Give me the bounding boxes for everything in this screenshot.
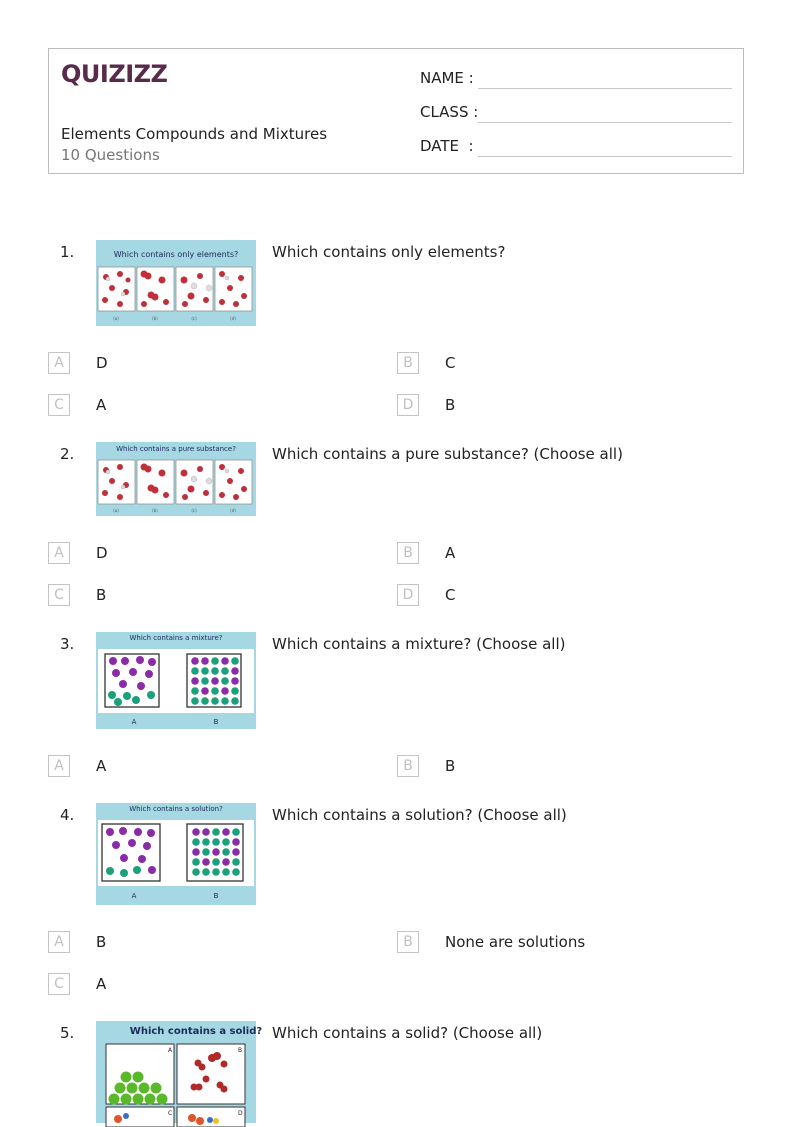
svg-text:Which contains a pure substanc: Which contains a pure substance? xyxy=(116,445,236,453)
question-number: 2. xyxy=(60,445,75,463)
svg-text:Which contains a solution?: Which contains a solution? xyxy=(129,805,223,813)
name-input-line[interactable] xyxy=(478,88,732,89)
worksheet-header xyxy=(48,48,744,174)
option-letter-box[interactable]: B xyxy=(397,542,419,564)
svg-text:(d): (d) xyxy=(230,316,236,321)
svg-text:(a): (a) xyxy=(113,316,119,321)
option-text: B xyxy=(445,757,456,775)
option-letter-box[interactable]: C xyxy=(48,584,70,606)
option-letter-box[interactable]: A xyxy=(48,755,70,777)
option-letter-box[interactable]: B xyxy=(397,931,419,953)
question-text: Which contains a solution? (Choose all) xyxy=(272,806,567,824)
option-text: A xyxy=(96,396,107,414)
option-letter-box[interactable]: D xyxy=(397,394,419,416)
option-text: A xyxy=(445,544,456,562)
option-text: None are solutions xyxy=(445,933,586,951)
option-letter-box[interactable]: B xyxy=(397,352,419,374)
option-text: B xyxy=(445,396,456,414)
option-text: C xyxy=(445,354,456,372)
option-text: A xyxy=(96,757,107,775)
class-label: CLASS : xyxy=(420,103,479,121)
question-number: 1. xyxy=(60,243,75,261)
question-image xyxy=(96,803,256,905)
option-letter-box[interactable]: C xyxy=(48,394,70,416)
svg-text:Which contains only elements?: Which contains only elements? xyxy=(113,250,239,259)
option-text: C xyxy=(445,586,456,604)
worksheet-title: Elements Compounds and Mixtures xyxy=(61,125,328,143)
option-letter-box[interactable]: B xyxy=(397,755,419,777)
svg-text:B: B xyxy=(213,892,219,900)
question-count: 10 Questions xyxy=(61,146,160,164)
name-label: NAME : xyxy=(420,69,474,87)
particle-boxes-image xyxy=(96,803,256,905)
option-letter-box[interactable]: A xyxy=(48,352,70,374)
date-input-line[interactable] xyxy=(478,156,732,157)
question-image xyxy=(96,442,256,516)
svg-text:A: A xyxy=(131,718,137,726)
svg-text:(b): (b) xyxy=(152,508,158,513)
question-text: Which contains only elements? xyxy=(272,243,506,261)
solid-boxes-image xyxy=(96,1021,263,1123)
molecule-boxes-image xyxy=(96,442,256,516)
option-letter-box[interactable]: A xyxy=(48,542,70,564)
svg-text:Which contains a mixture?: Which contains a mixture? xyxy=(129,634,223,642)
svg-text:B: B xyxy=(238,1047,243,1054)
svg-text:(c): (c) xyxy=(191,316,197,321)
quizizz-logo-image xyxy=(61,59,168,89)
option-text: B xyxy=(96,586,107,604)
svg-text:A: A xyxy=(168,1047,173,1054)
svg-text:D: D xyxy=(238,1110,243,1117)
option-text: D xyxy=(96,354,108,372)
question-number: 4. xyxy=(60,806,75,824)
question-image xyxy=(96,240,256,326)
svg-text:B: B xyxy=(213,718,219,726)
svg-text:(b): (b) xyxy=(152,316,158,321)
question-text: Which contains a mixture? (Choose all) xyxy=(272,635,566,653)
question-text: Which contains a solid? (Choose all) xyxy=(272,1024,543,1042)
option-text: A xyxy=(96,975,107,993)
particle-boxes-image xyxy=(96,632,256,729)
option-text: B xyxy=(96,933,107,951)
molecule-boxes-image xyxy=(96,240,256,326)
option-text: D xyxy=(96,544,108,562)
svg-text:(c): (c) xyxy=(191,508,197,513)
svg-text:A: A xyxy=(131,892,137,900)
question-text: Which contains a pure substance? (Choose all) xyxy=(272,445,623,463)
svg-text:C: C xyxy=(168,1110,173,1117)
svg-text:Which contains a solid?: Which contains a solid? xyxy=(129,1026,263,1037)
quizizz-logo xyxy=(61,59,168,93)
option-letter-box[interactable]: A xyxy=(48,931,70,953)
date-label: DATE : xyxy=(420,137,474,155)
svg-text:(a): (a) xyxy=(113,508,119,513)
question-image xyxy=(96,632,256,729)
option-letter-box[interactable]: D xyxy=(397,584,419,606)
class-input-line[interactable] xyxy=(478,122,732,123)
svg-text:(d): (d) xyxy=(230,508,236,513)
question-number: 5. xyxy=(60,1024,75,1042)
question-number: 3. xyxy=(60,635,75,653)
svg-text:QUIZIZZ: QUIZIZZ xyxy=(61,60,168,88)
option-letter-box[interactable]: C xyxy=(48,973,70,995)
question-image xyxy=(96,1021,263,1123)
